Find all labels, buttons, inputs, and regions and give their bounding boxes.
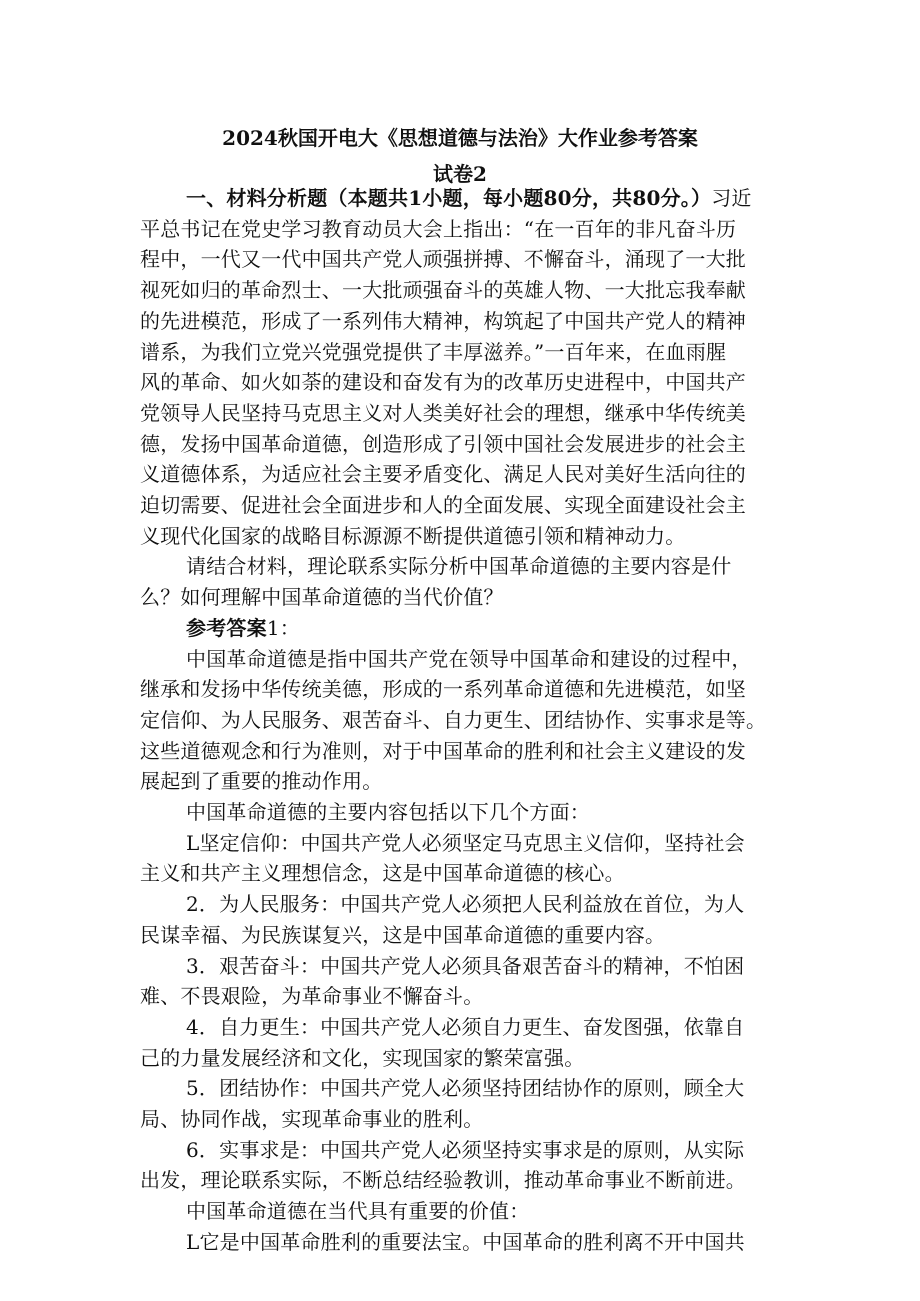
text-line: L它是中国革命胜利的重要法宝。中国革命的胜利离不开中国共 bbox=[186, 1229, 745, 1254]
text-line: 义现代化国家的战略目标源源不断提供道德引领和精神动力。 bbox=[140, 523, 686, 548]
text-line: 继承和发扬中华传统美德，形成的一系列革命道德和先进模范，如坚 bbox=[140, 677, 746, 702]
text-line: 己的力量发展经济和文化，实现国家的繁荣富强。 bbox=[140, 1045, 585, 1070]
line-rest: 1： bbox=[266, 615, 300, 640]
text-line: 中国革命道德的主要内容包括以下几个方面： bbox=[186, 800, 590, 824]
text-line: 民谋幸福、为民族谋复兴，这是中国革命道德的重要内容。 bbox=[140, 922, 666, 947]
bold-heading: 参考答案 bbox=[186, 615, 267, 640]
text-line: 中国革命道德是指中国共产党在领导中国革命和建设的过程中， bbox=[186, 646, 752, 671]
text-line: 局、协同作战，实现革命事业的胜利。 bbox=[140, 1107, 484, 1131]
bold-heading: 一、材料分析题（本题共1小题，每小题80分，共80分。） bbox=[186, 186, 712, 210]
text-line: 展起到了重要的推动作用。 bbox=[140, 769, 383, 794]
text-line bbox=[186, 183, 800, 213]
text-line: 3．艰苦奋斗：中国共产党人必须具备艰苦奋斗的精神，不怕困 bbox=[186, 953, 745, 978]
document-title: 2024秋国开电大《思想道德与法治》大作业参考答案 bbox=[222, 126, 698, 150]
text-line: 义道德体系，为适应社会主要矛盾变化、满足人民对美好生活向往的 bbox=[140, 462, 746, 487]
text-line: 的先进模范，形成了一系列伟大精神，构筑起了中国共产党人的精神 bbox=[140, 308, 746, 333]
text-line: 5．团结协作：中国共产党人必须坚持团结协作的原则，顾全大 bbox=[186, 1076, 745, 1101]
text-line: 风的革命、如火如荼的建设和奋发有为的改革历史进程中，中国共产 bbox=[140, 370, 746, 395]
text-line: 平总书记在党史学习教育动员大会上指出：“在一百年的非凡奋斗历 bbox=[140, 216, 737, 241]
text-line: 视死如归的革命烈士、一大批顽强奋斗的英雄人物、一大批忘我奉献 bbox=[140, 278, 746, 303]
text-line: 中国革命道德在当代具有重要的价值： bbox=[186, 1199, 530, 1224]
text-line: 德，发扬中国革命道德，创造形成了引领中国社会发展进步的社会主 bbox=[140, 431, 746, 456]
text-line: 2．为人民服务：中国共产党人必须把人民利益放在首位，为人 bbox=[186, 892, 745, 917]
line-rest: 习近 bbox=[711, 186, 752, 210]
text-line: 出发，理论联系实际，不断总结经验教训，推动革命事业不断前进。 bbox=[140, 1168, 746, 1193]
text-line: 程中，一代又一代中国共产党人顽强拼搏、不懈奋斗，涌现了一大批 bbox=[140, 247, 746, 272]
text-line: L坚定信仰：中国共产党人必须坚定马克思主义信仰，坚持社会 bbox=[186, 830, 745, 855]
text-line: 这些道德观念和行为准则，对于中国革命的胜利和社会主义建设的发 bbox=[140, 738, 746, 763]
document-subtitle: 试卷2 bbox=[433, 162, 487, 186]
text-line: 请结合材料，理论联系实际分析中国革命道德的主要内容是什 bbox=[186, 554, 732, 579]
text-line: 6．实事求是：中国共产党人必须坚持实事求是的原则，从实际 bbox=[186, 1137, 745, 1162]
text-line: 主义和共产主义理想信念，这是中国革命道德的核心。 bbox=[140, 861, 625, 886]
text-line: 4．自力更生：中国共产党人必须自力更生、奋发图强，依靠自 bbox=[186, 1014, 745, 1039]
text-line: 么？如何理解中国革命道德的当代价值？ bbox=[140, 585, 504, 610]
text-line: 迫切需要、促进社会全面进步和人的全面发展、实现全面建设社会主 bbox=[140, 493, 746, 517]
text-line: 党领导人民坚持马克思主义对人类美好社会的理想，继承中华传统美 bbox=[140, 400, 746, 425]
text-line: 谱系，为我们立党兴党强党提供了丰厚滋养。”一百年来，在血雨腥 bbox=[140, 339, 727, 364]
text-line bbox=[186, 613, 800, 643]
text-line: 定信仰、为人民服务、艰苦奋斗、自力更生、团结协作、实事求是等。 bbox=[140, 707, 767, 732]
text-line: 难、不畏艰险，为革命事业不懈奋斗。 bbox=[140, 984, 484, 1009]
